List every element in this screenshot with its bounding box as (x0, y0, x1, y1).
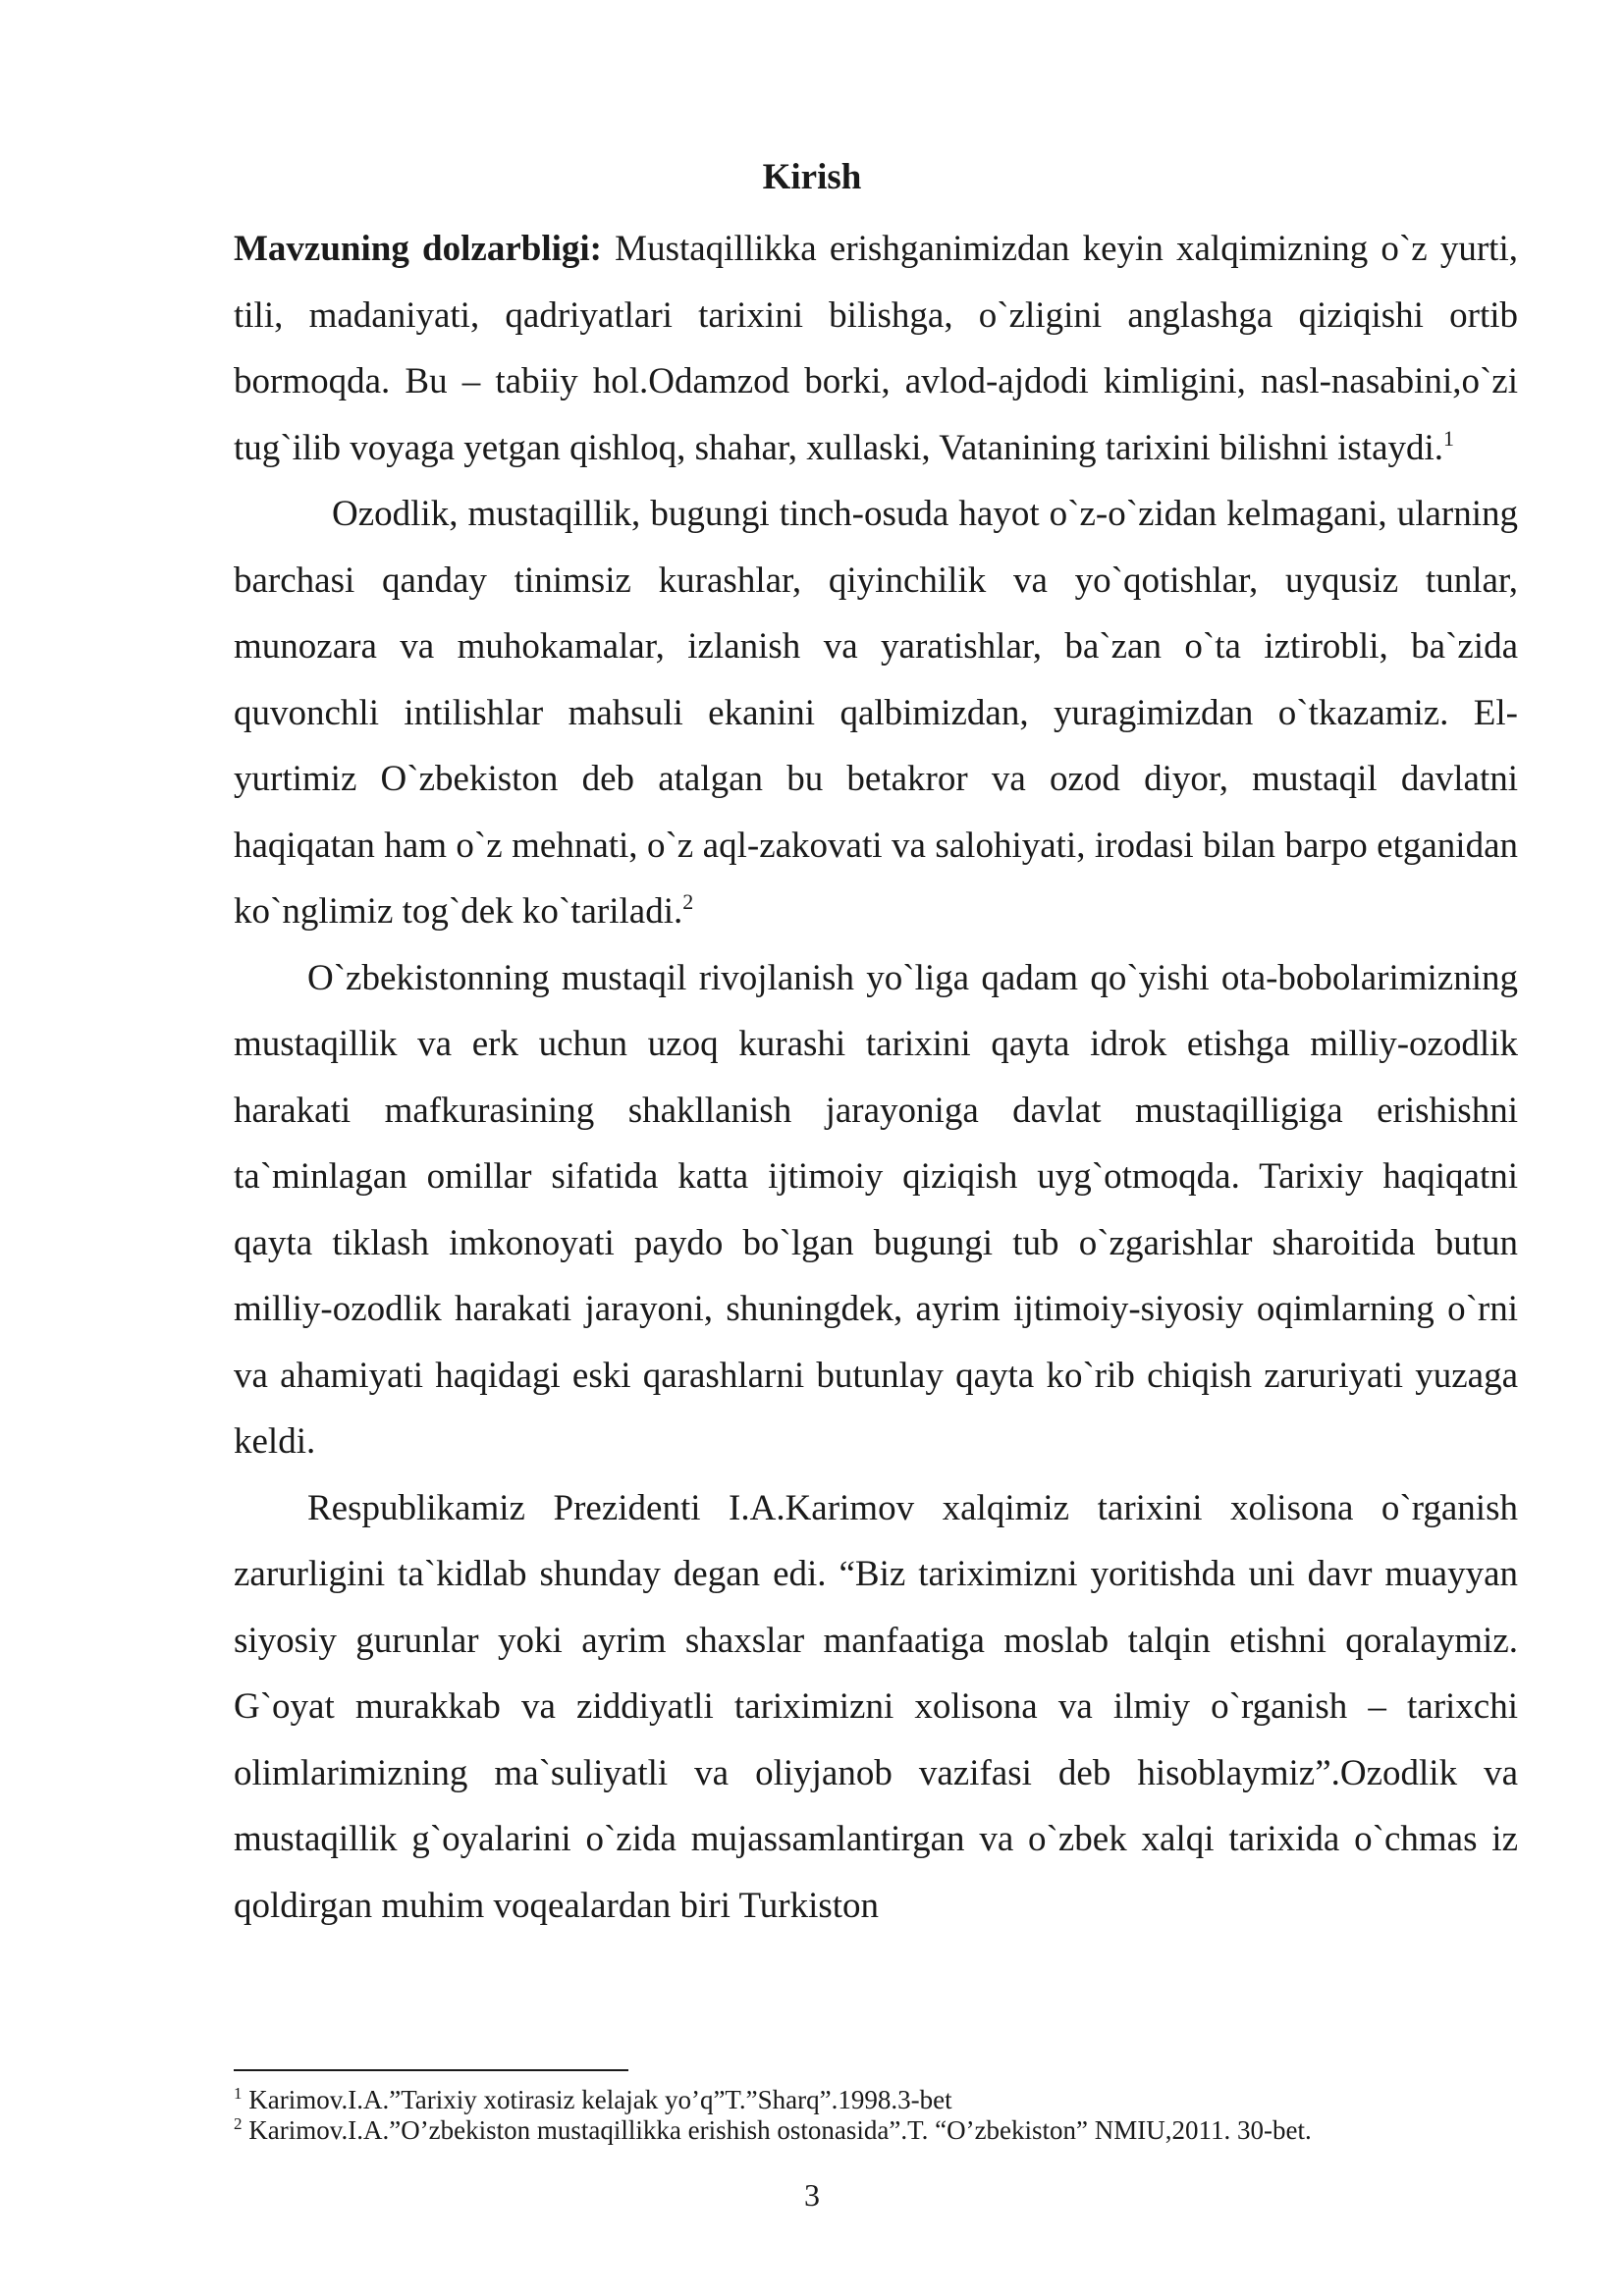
paragraph-independence-path: O`zbekistonning mustaqil rivojlanish yo`liga qadam qo`yishi ota-bobolarimizning mustaqillik va erk uchun uzoq kurashi tarixini qayta idrok etishga milliy-ozodlik harakati mafkurasining shakllanish jarayoniga davlat mustaqilligiga erishishni ta`minlagan omillar sifatida katta ijtimoiy qiziqish uyg`otmoqda. Tarixiy haqiqatni qayta tiklash imkonoyati paydo bo`lgan bugungi tub o`zgarishlar sharoitida butun milliy-ozodlik harakati jarayoni, shuningdek, ayrim ijtimoiy-siyosiy oqimlarning o`rni va ahamiyati haqidagi eski qarashlarni butunlay qayta ko`rib chiqish zaruriyati yuzaga keldi. (234, 957, 1518, 1462)
relevance-label: Mavzuning dolzarbligi: (234, 229, 602, 269)
main-text (234, 216, 1518, 1939)
footnote-ref-2[interactable]: 2 (682, 889, 694, 914)
paragraph-president-quote: Respublikamiz Prezidenti I.A.Karimov xalqimiz tarixini xolisona o`rganish zarurligini ta`kidlab shunday degan edi. “Biz tariximizni yoritishda uni davr muayyan siyosiy gurunlar yoki ayrim shaxslar manfaatiga moslab talqin etishni qoralaymiz. G`oyat murakkab va ziddiyatli tariximizni xolisona va ilmiy o`rganish – tarixchi olimlarimizning ma`suliyatli va oliyjanob vazifasi deb hisoblaymiz”.Ozodlik va mustaqillik g`oyalarini o`zida mujassamlantirgan va o`zbek xalqi tarixida o`chmas iz qoldirgan muhim voqealardan biri Turkiston (234, 1487, 1518, 1926)
page-title: Kirish (762, 157, 862, 197)
footnote-ref-1[interactable]: 1 (1443, 425, 1455, 451)
footnote-text: Karimov.I.A.”O’zbekiston mustaqillikka erishish ostonasida”.T. “O’zbekiston” NMIU,2011. 30-bet. (242, 2115, 1312, 2145)
paragraph-text: Ozodlik, mustaqillik, bugungi tinch-osuda hayot o`z-o`zidan kelmagani, ularning barchasi qanday tinimsiz kurashlar, qiyinchilik va yo`qotishlar, uyqusiz tunlar, munozara va muhokamalar, izlanish va yaratishlar, ba`zan o`ta iztirobli, ba`zida quvonchli intilishlar mahsuli ekanini qalbimizdan, yuragimizdan o`tkazamiz. El-yurtimiz O`zbekiston deb atalgan bu betakror va ozod diyor, mustaqil davlatni haqiqatan ham o`z mehnati, o`z aql-zakovati va salohiyati, irodasi bilan barpo etganidan ko`nglimiz tog`dek ko`tariladi. (234, 494, 1518, 932)
footnote-marker: 2 (234, 2114, 243, 2133)
footnote-2 (234, 2115, 1518, 2146)
footnotes (234, 2085, 1518, 2146)
footnote-1 (234, 2085, 1518, 2115)
footnote-marker: 1 (234, 2084, 243, 2103)
paragraph-text: Mustaqillikka erishganimizdan keyin xalqimizning o`z yurti, tili, madaniyati, qadriyatlari tarixini bilishga, o`zligini anglashga qiziqishi ortib bormoqda. Bu – tabiiy hol.Odamzod borki, avlod-ajdodi kimligini, nasl-nasabini,o`zi tug`ilib voyaga yetgan qishloq, shahar, xullaski, Vatanining tarixini bilishni istaydi. (234, 229, 1518, 468)
paragraph-relevance (234, 216, 1518, 481)
footnote-text: Karimov.I.A.”Tarixiy xotirasiz kelajak yo’q”T.”Sharq”.1998.3-bet (242, 2085, 952, 2114)
footnote-separator (234, 2069, 628, 2071)
page-number: 3 (804, 2177, 820, 2213)
paragraph-freedom (234, 481, 1518, 945)
